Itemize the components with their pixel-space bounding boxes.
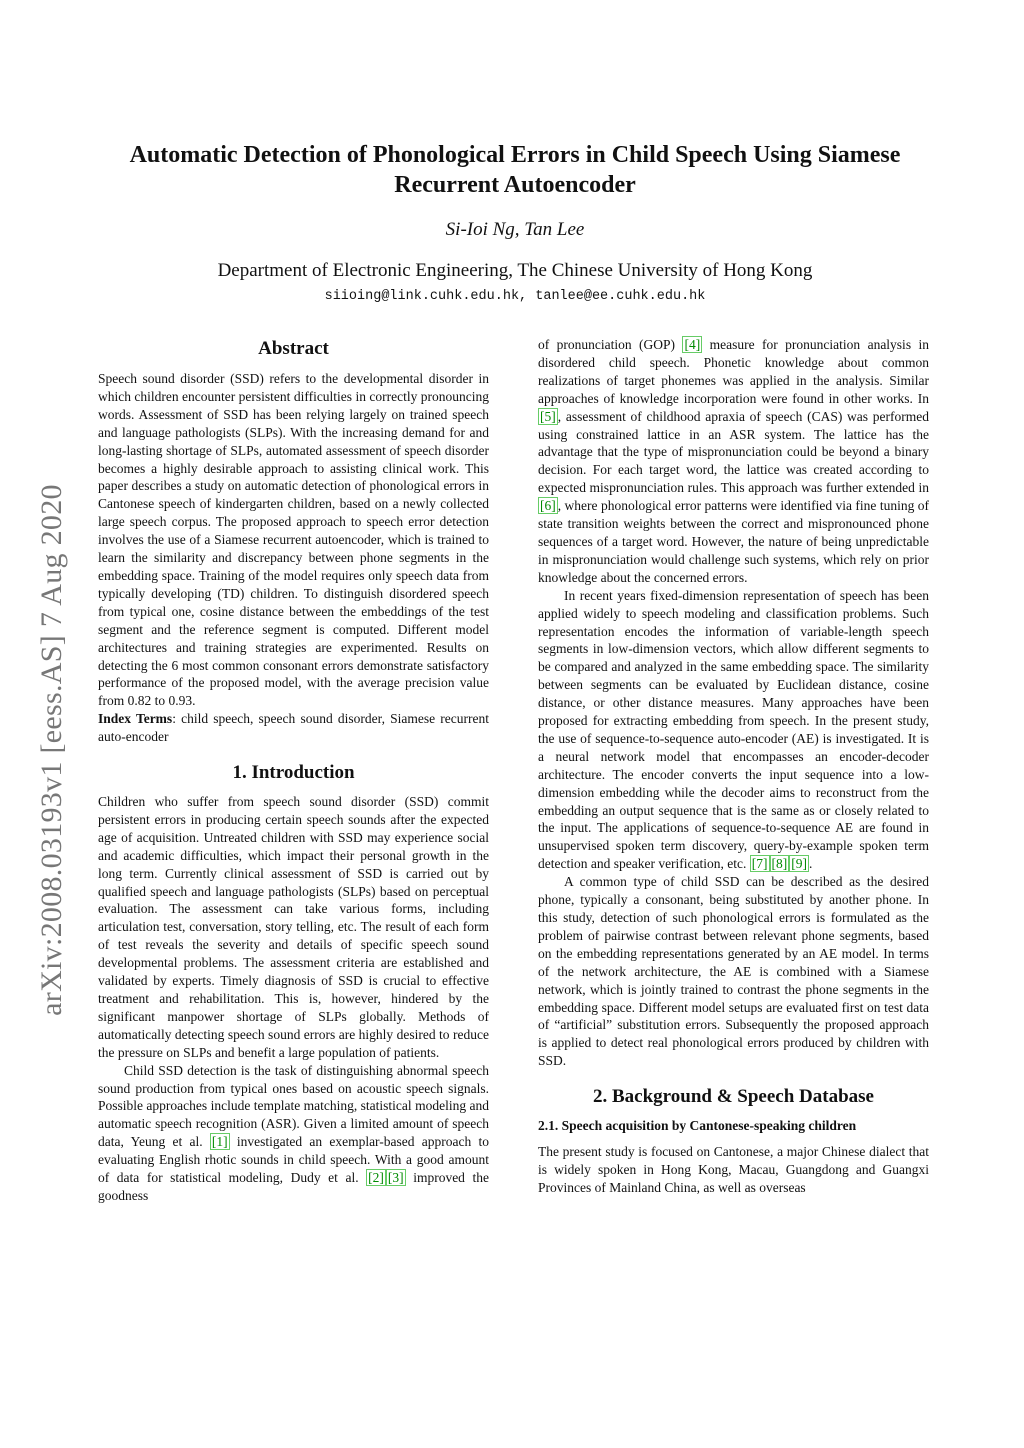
index-terms: [98, 710, 489, 746]
introduction-heading: 1. Introduction: [232, 762, 355, 784]
intro-p3-text-a: of pronunciation (GOP): [538, 337, 683, 352]
citation-link-3[interactable]: [3]: [387, 1170, 404, 1186]
intro-paragraph-3: [538, 336, 929, 587]
citation-link-9[interactable]: [9]: [791, 856, 808, 872]
paper-title: Automatic Detection of Phonological Errors in Child Speech Using Siamese Recurrent Autoencoder: [129, 142, 901, 198]
author-emails: siioing@link.cuhk.edu.hk, tanlee@ee.cuhk.edu.hk: [324, 289, 706, 304]
citation-link-5[interactable]: [5]: [540, 408, 556, 424]
intro-paragraph-4: [538, 587, 929, 874]
intro-p3-text-b: measure for pronunciation analysis in disordered child speech. Phonetic knowledge about common realizations of target phonemes was applied in the analysis. Similar approaches of knowledge incorporation were found in other works. In: [538, 337, 929, 406]
intro-p4-text-a: In recent years fixed-dimension representation of speech has been applied widely to speech modeling and classification problems. Such representation encodes the information of variable-length speech segments in low-dimension vectors, which allow different segments to be compared and analyzed in the same embedding space. The similarity between segments can be evaluated by Euclidean distance, cosine distance, or other distance measures. Many approaches have been proposed for extracting embedding from speech. In the present study, the use of sequence-to-sequence auto-encoder (AE) is investigated. It is a neural network model that encompasses an encoder-decoder architecture. The encoder converts the input sequence into a low-dimension embedding while the decoder aims to reconstruct from the embedding an output sequence that is the same as or closely related to the input. The applications of sequence-to-sequence AE are found in unsupervised spoken term discovery, query-by-example spoken term detection and speaker verification, etc.: [538, 587, 929, 872]
citation-link-2[interactable]: [2]: [368, 1170, 384, 1186]
author-affiliation: Department of Electronic Engineering, The Chinese University of Hong Kong: [217, 260, 813, 281]
intro-p2-text-c: improved the goodness: [98, 1170, 489, 1203]
citation-link-6[interactable]: [6]: [540, 498, 556, 514]
citation-link-7[interactable]: [7]: [751, 856, 768, 872]
abstract-text: Speech sound disorder (SSD) refers to the developmental disorder in which children encounter persistent difficulties in correctly pronouncing words. Assessment of SSD has been relying largely on trained speech and language pathologists (SLPs). With the increasing demand for and long-lasting shortage of SLPs, automated assessment of speech disorder becomes a highly desirable approach to assisting clinical work. This paper describes a study on automatic detection of phonological errors in Cantonese speech of kindergarten children, based on a newly collected large speech corpus. The proposed approach to speech error detection involves the use of a Siamese recurrent autoencoder, which is trained to learn the similarity and discrepancy between phone segments in the embedding space. Training of the model requires only speech data from typically developing (TD) children. To distinguish disordered speech from typical one, cosine distance between the embeddings of the test segment and the reference segment is computed. Different model architectures and training strategies are experimented. Results on detecting the 6 most common consonant errors demonstrate satisfactory performance of the proposed model, with the average precision value from 0.82 to 0.93.: [98, 371, 489, 709]
left-column: [98, 336, 489, 1205]
intro-p2-text-b: investigated an exemplar-based approach to evaluating English rhotic sounds in child speech. With a good amount of data for statistical modeling, Dudy et al.: [98, 1134, 489, 1186]
background-heading: 2. Background & Speech Database: [593, 1086, 874, 1108]
abstract-heading: Abstract: [258, 338, 329, 359]
intro-p2-text-a: Child SSD detection is the task of distinguishing abnormal speech sound production from typical ones based on acoustic speech signals. Possible approaches include template matching, statistical modeling and automatic speech recognition (ASR). Given a limited amount of speech data, Yeung et al.: [98, 1062, 489, 1150]
citation-link-1[interactable]: [1]: [211, 1134, 228, 1150]
intro-paragraph-5: A common type of child SSD can be described as the desired phone, typically a consonant, being substituted by another phone. In this study, detection of such phonological errors is formulated as the problem of pairwise contrast between relevant phone segments, based on the embedding representations generated by an AE model. In terms of the network architecture, the AE is combined with a Siamese network, which is jointly trained to contrast the phone segments in the embedding space. Different model setups are evaluated first on test data of “artificial” substitution errors. Subsequently the proposed approach is applied to detect real phonological errors produced by children with SSD.: [538, 874, 929, 1069]
intro-paragraph-1: Children who suffer from speech sound disorder (SSD) commit persistent errors in producing certain speech sounds after the expected age of acquisition. Untreated children with SSD may experience social and academic difficulties, which impact their personal growth in the long term. Currently clinical assessment of SSD is carried out by qualified speech and language pathologists (SLPs) based on perceptual evaluation. The assessment can take various forms, including articulation test, conversation, story telling, etc. The result of each form of test reveals the severity and details of specific speech sound developmental problems. The assessment criteria are established and validated by experts. Timely diagnosis of SSD is crucial to effective treatment and rehabilitation. This is, however, hindered by the significant manpower shortage of SLPs globally. Methods of automatically detecting speech sound errors are highly desired to reduce the pressure on SLPs and benefit a large population of patients.: [98, 794, 489, 1060]
background-paragraph-1: The present study is focused on Cantonese, a major Chinese dialect that is widely spoken in Hong Kong, Macau, Guangdong and Guangxi Provinces of Mainland China, as well as overseas: [538, 1144, 929, 1195]
citation-link-8[interactable]: [8]: [771, 856, 788, 872]
intro-paragraph-2: [98, 1062, 489, 1205]
arxiv-sidebar: [32, 440, 72, 1060]
subsection-heading-2-1: 2.1. Speech acquisition by Cantonese-speaking children: [538, 1118, 857, 1134]
index-terms-label: Index Terms: [98, 711, 173, 727]
paper-authors: Si-Ioi Ng, Tan Lee: [445, 219, 585, 240]
intro-p3-text-d: , where phonological error patterns were identified via fine tuning of state transition weights between the correct and mispronounced phone sequences of a target word. However, the nature of being unpredictable in mispronunciation would challenge such systems, which rely on prior knowledge about the concerned errors.: [538, 498, 929, 585]
arxiv-identifier: arXiv:2008.03193v1 [eess.AS] 7 Aug 2020: [35, 484, 69, 1016]
intro-p3-text-c: , assessment of childhood apraxia of speech (CAS) was performed using constrained lattice in an ASR system. The lattice has the advantage that the type of mispronunciation could be beyond a binary decision. For each target word, the lattice was created according to expected mispronunciation rules. This approach was further extended in: [538, 408, 929, 496]
right-column: [538, 336, 929, 1197]
index-terms-text: : child speech, speech sound disorder, Siamese recurrent auto-encoder: [98, 711, 489, 745]
intro-p4-text-b: .: [809, 856, 813, 872]
citation-link-4[interactable]: [4]: [684, 337, 701, 352]
